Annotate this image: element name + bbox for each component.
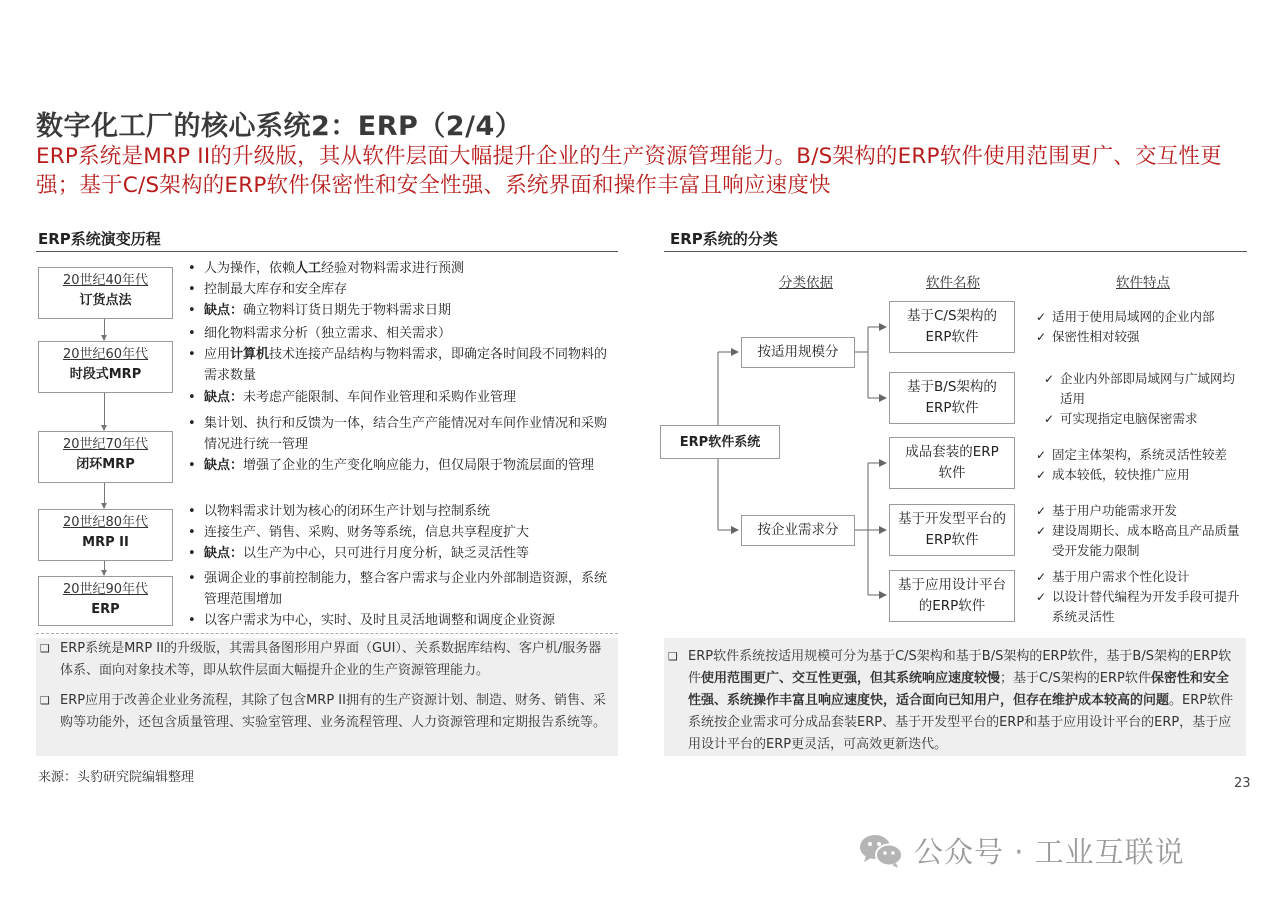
feature-item: ✓ 以设计替代编程为开发手段可提升系统灵活性 [1036, 587, 1246, 627]
era-arrow [104, 483, 105, 508]
era-arrow [104, 561, 105, 575]
features-cs [1036, 307, 1246, 347]
era-name: 闭环MRP [76, 457, 135, 472]
era-box-1970s [38, 431, 173, 483]
bullet-item: • 缺点：未考虑产能限制、车间作业管理和采购作业管理 [186, 387, 618, 408]
feature-item: ✓ 基于用户功能需求开发 [1036, 501, 1246, 521]
note-item: ❑ ERP系统是MRP II的升级版，其需具备图形用户界面（GUI）、关系数据库结构、客户机/服务器体系、面向对象技术等，即从软件层面大幅提升企业的生产资源管理能力。 [38, 638, 612, 682]
bullet-item: • 细化物料需求分析（独立需求、相关需求） [186, 323, 618, 344]
features-dev-platform [1036, 501, 1246, 561]
feature-item: ✓ 固定主体架构，系统灵活性较差 [1036, 445, 1246, 465]
bullets-1960s [186, 323, 618, 408]
bullet-item: • 缺点：以生产为中心，只可进行月度分析，缺乏灵活性等 [186, 543, 618, 564]
bullet-item: • 以客户需求为中心，实时、及时且灵活地调整和调度企业资源 [186, 610, 618, 631]
feature-item: ✓ 企业内外部即局域网与广域网均适用 [1044, 369, 1240, 409]
software-node-bs: 基于B/S架构的ERP软件 [889, 372, 1015, 424]
era-name: 时段式MRP [69, 367, 142, 382]
left-notes-box [36, 638, 618, 756]
features-packaged [1036, 445, 1246, 485]
era-arrow [104, 319, 105, 340]
left-section-heading: ERP系统演变历程 [38, 230, 161, 248]
watermark-text: 公众号 · 工业互联说 [914, 835, 1185, 869]
bullets-1990s [186, 568, 618, 632]
features-bs [1044, 369, 1240, 429]
right-section-heading: ERP系统的分类 [670, 230, 778, 248]
era-name: MRP II [82, 535, 129, 550]
col-header-feature: 软件特点 [1116, 275, 1170, 291]
left-heading-rule [36, 251, 618, 252]
bullet-item: • 控制最大库存和安全库存 [186, 279, 618, 300]
bullet-item: • 缺点：增强了企业的生产变化响应能力，但仅局限于物流层面的管理 [186, 455, 618, 476]
feature-item: ✓ 基于用户需求个性化设计 [1036, 567, 1246, 587]
watermark [858, 830, 1185, 871]
bullets-1980s [186, 501, 618, 565]
era-year: 20世纪90年代 [62, 582, 149, 597]
era-box-1960s [38, 341, 173, 393]
software-node-cs: 基于C/S架构的ERP软件 [889, 301, 1015, 353]
era-name: 订货点法 [79, 293, 132, 308]
era-year: 20世纪40年代 [62, 273, 149, 288]
bullet-item: • 应用计算机技术连接产品结构与物料需求，即确定各时间段不同物料的需求数量 [186, 344, 618, 386]
root-node-erp-system: ERP软件系统 [660, 425, 780, 459]
right-summary-box [664, 638, 1246, 756]
bullets-1940s [186, 258, 618, 322]
note-item: ❑ ERP应用于改善企业业务流程，其除了包含MRP II拥有的生产资源计划、制造、财务、销售、采购等功能外，还包含质量管理、实验室管理、业务流程管理、人力资源管理和定期报告系统等。 [38, 690, 612, 734]
bullet-item: • 缺点：确立物料订货日期先于物料需求日期 [186, 300, 618, 321]
wechat-icon [858, 831, 904, 871]
left-notes-divider [36, 633, 618, 634]
bullet-item: • 集计划、执行和反馈为一体，结合生产产能情况对车间作业情况和采购情况进行统一管理 [186, 413, 618, 455]
basis-node-scale: 按适用规模分 [741, 337, 855, 368]
era-name: ERP [91, 602, 120, 617]
era-box-1990s [38, 576, 173, 626]
feature-item: ✓ 适用于使用局域网的企业内部 [1036, 307, 1246, 327]
software-node-dev-platform: 基于开发型平台的ERP软件 [889, 504, 1015, 556]
feature-item: ✓ 保密性相对较强 [1036, 327, 1246, 347]
col-header-name: 软件名称 [926, 275, 980, 291]
era-year: 20世纪80年代 [62, 515, 149, 530]
era-year: 20世纪60年代 [62, 347, 149, 362]
page-title: 数字化工厂的核心系统2：ERP（2/4） [36, 111, 523, 142]
era-arrow [104, 393, 105, 430]
bullet-item: • 强调企业的事前控制能力，整合客户需求与企业内外部制造资源，系统管理范围增加 [186, 568, 618, 610]
col-header-basis: 分类依据 [779, 275, 833, 291]
software-node-packaged: 成品套装的ERP软件 [889, 437, 1015, 489]
summary-text: ❑ ERP软件系统按适用规模可分为基于C/S架构和基于B/S架构的ERP软件，基于B/S架构的ERP软件使用范围更广、交互性更强，但其系统响应速度较慢；基于C/S架构的ERP软件保密性和安全性强、系统操作丰富且响应速度快，适合面向已知用户，但存在维护成本较高的问题。ERP软件系统按企业需求可分成品套装ERP、基于开发型平台的ERP和基于应用设计平台的ERP，基于应用设计平台的ERP更灵活，可高效更新迭代。 [666, 646, 1236, 756]
feature-item: ✓ 成本较低，较快推广应用 [1036, 465, 1246, 485]
feature-item: ✓ 建设周期长、成本略高且产品质量受开发能力限制 [1036, 521, 1246, 561]
software-node-design-platform: 基于应用设计平台的ERP软件 [889, 570, 1015, 622]
page-number: 23 [1234, 776, 1251, 791]
page-subtitle: ERP系统是MRP II的升级版，其从软件层面大幅提升企业的生产资源管理能力。B/S架构的ERP软件使用范围更广、交互性更强；基于C/S架构的ERP软件保密性和安全性强、系统界面和操作丰富且响应速度快 [36, 144, 1222, 198]
era-box-1980s [38, 509, 173, 561]
source-note: 来源：头豹研究院编辑整理 [38, 770, 195, 785]
bullets-1970s [186, 413, 618, 477]
basis-node-demand: 按企业需求分 [741, 515, 855, 546]
right-heading-rule [664, 251, 1247, 252]
bullet-item: • 人为操作，依赖人工经验对物料需求进行预测 [186, 258, 618, 279]
era-year: 20世纪70年代 [62, 437, 149, 452]
bullet-item: • 连接生产、销售、采购、财务等系统，信息共享程度扩大 [186, 522, 618, 543]
bullet-item: • 以物料需求计划为核心的闭环生产计划与控制系统 [186, 501, 618, 522]
feature-item: ✓ 可实现指定电脑保密需求 [1044, 409, 1240, 429]
features-design-platform [1036, 567, 1246, 627]
era-box-1940s [38, 267, 173, 319]
